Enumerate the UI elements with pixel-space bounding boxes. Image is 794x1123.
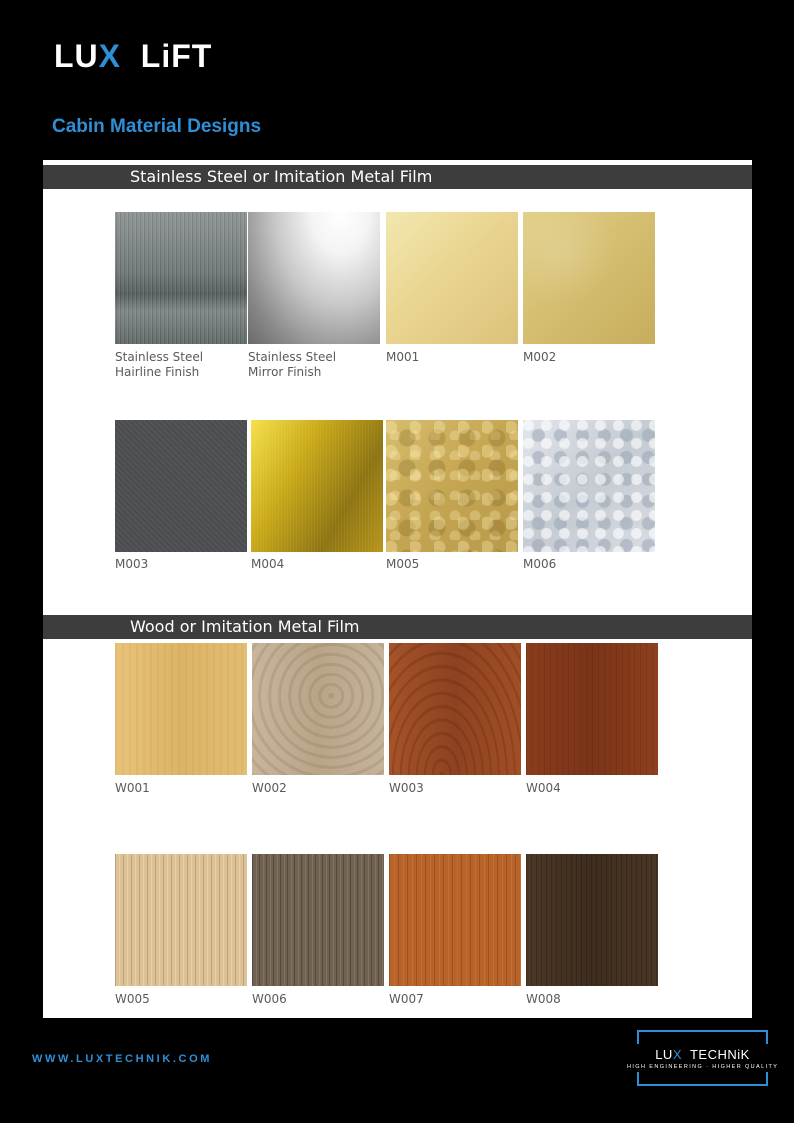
swatch-label: [389, 781, 523, 796]
swatch-label-line1: M006: [523, 557, 557, 571]
swatch-label-line2: Hairline Finish: [115, 365, 200, 379]
swatch-label-line1: W003: [389, 781, 424, 795]
brand-prefix: LU: [655, 1047, 673, 1062]
logo-x: X: [98, 38, 121, 74]
logo-suffix: LiFT: [121, 38, 213, 74]
section-header-stainless-steel: Stainless Steel or Imitation Metal Film: [43, 165, 752, 189]
swatch-label-line1: W001: [115, 781, 150, 795]
swatch-label: [386, 557, 520, 572]
swatch-m004: [251, 420, 383, 552]
swatch-label: [115, 992, 249, 1007]
swatch-label-line1: Stainless Steel: [248, 350, 337, 364]
swatch-stainless-hairline: [115, 212, 247, 344]
swatch-label: [115, 557, 249, 572]
page-title: Cabin Material Designs: [52, 116, 262, 137]
swatch-stainless-mirror: [248, 212, 380, 344]
swatch-w008: [526, 854, 658, 986]
swatch-label: [115, 350, 249, 380]
swatch-label: [251, 557, 385, 572]
swatch-label: [115, 781, 249, 796]
swatch-label: [389, 992, 523, 1007]
swatch-label-line1: W002: [252, 781, 287, 795]
swatch-m006: [523, 420, 655, 552]
swatch-label: [386, 350, 520, 365]
swatch-m005: [386, 420, 518, 552]
swatch-w003: [389, 643, 521, 775]
swatch-label: [523, 557, 657, 572]
brand-x: X: [672, 1047, 682, 1062]
swatch-w004: [526, 643, 658, 775]
swatch-label: [526, 781, 660, 796]
logo-prefix: LU: [54, 38, 99, 74]
swatch-label-line1: M001: [386, 350, 420, 364]
swatch-label: [248, 350, 382, 380]
swatch-label-line1: Stainless Steel: [115, 350, 204, 364]
logo-frame-top: [637, 1030, 768, 1044]
swatch-m002: [523, 212, 655, 344]
logo-frame-bottom: [637, 1072, 768, 1086]
swatch-label: [252, 781, 386, 796]
lux-lift-logo: [54, 38, 212, 75]
swatch-label-line1: M005: [386, 557, 420, 571]
swatch-w006: [252, 854, 384, 986]
swatch-label: [523, 350, 657, 365]
swatch-m001: [386, 212, 518, 344]
swatch-w005: [115, 854, 247, 986]
swatch-label-line1: W007: [389, 992, 424, 1006]
section-header-wood: Wood or Imitation Metal Film: [43, 615, 752, 639]
brand-name: [637, 1047, 768, 1062]
swatch-w002: [252, 643, 384, 775]
swatch-w007: [389, 854, 521, 986]
swatch-label-line1: W004: [526, 781, 561, 795]
brand-tagline: HIGH ENGINEERING · HIGHER QUALITY: [627, 1064, 779, 1070]
swatch-label-line1: M003: [115, 557, 149, 571]
swatch-w001: [115, 643, 247, 775]
website-link[interactable]: WWW.LUXTECHNIK.COM: [32, 1053, 213, 1065]
swatch-label-line1: M002: [523, 350, 557, 364]
swatch-label-line1: W006: [252, 992, 287, 1006]
swatch-m003: [115, 420, 247, 552]
swatch-label-line1: W005: [115, 992, 150, 1006]
lux-technik-logo: [627, 1030, 779, 1086]
swatch-label-line2: Mirror Finish: [248, 365, 322, 379]
brand-suffix: TECHNiK: [681, 1047, 750, 1062]
swatch-label-line1: W008: [526, 992, 561, 1006]
swatch-label-line1: M004: [251, 557, 285, 571]
materials-panel: [43, 160, 752, 1018]
swatch-label: [526, 992, 660, 1007]
swatch-label: [252, 992, 386, 1007]
